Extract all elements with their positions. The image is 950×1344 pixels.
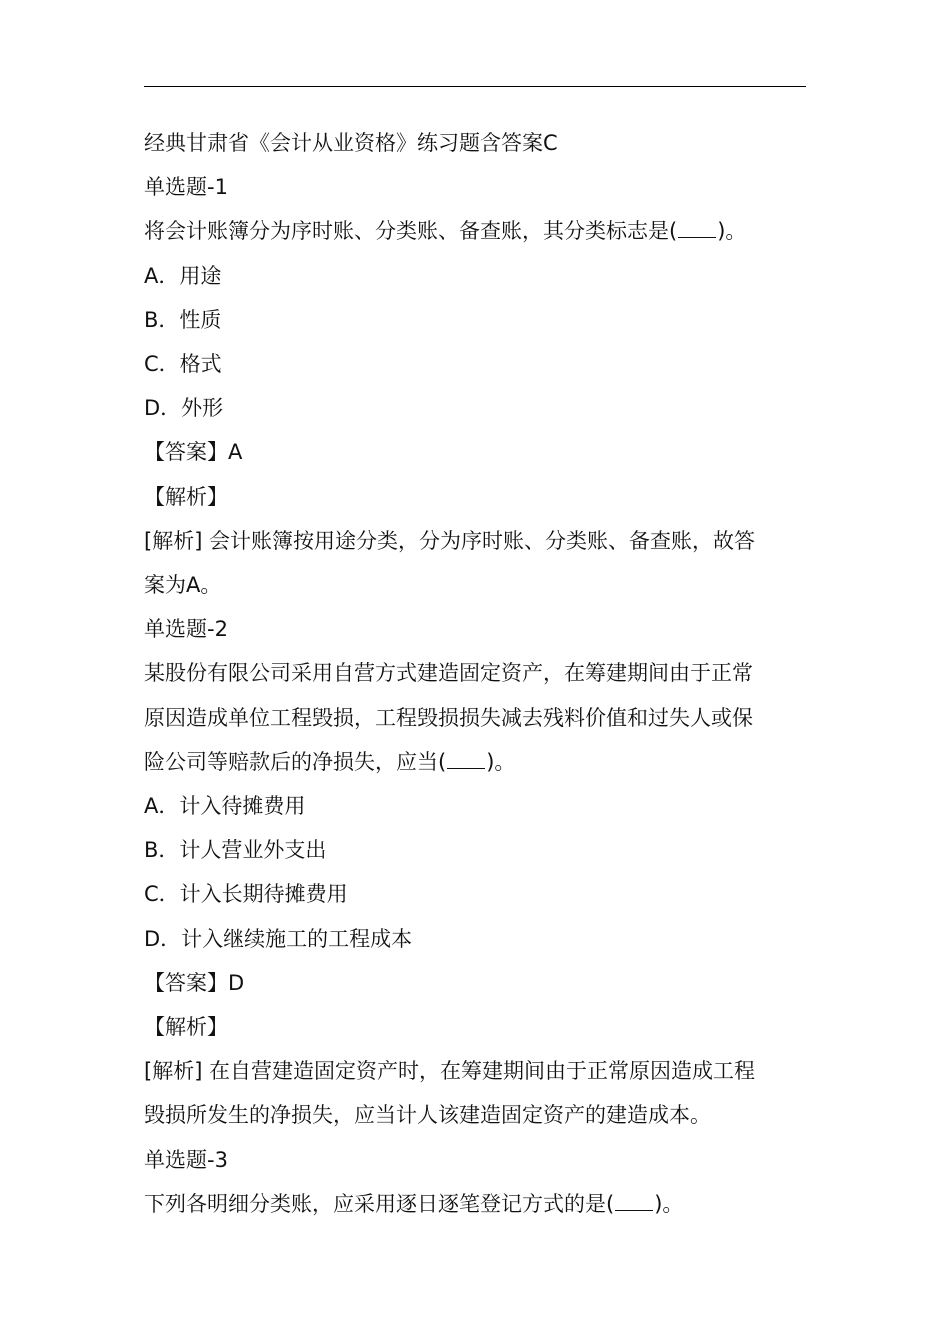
- question-1-heading: 单选题-1: [144, 175, 228, 200]
- question-1-option-d: D．外形: [144, 396, 224, 421]
- question-2-option-b: B．计人营业外支出: [144, 838, 327, 863]
- question-3-heading: 单选题-3: [144, 1147, 228, 1172]
- answer-blank: [615, 1192, 653, 1211]
- question-3-stem: [144, 1182, 810, 1226]
- question-2-option-d: D．计入继续施工的工程成本: [144, 926, 413, 951]
- question-2-analysis-line-1: [解析] 在自营建造固定资产时，在筹建期间由于正常原因造成工程: [144, 1059, 756, 1084]
- document-content: [144, 121, 810, 1226]
- question-2-heading: 单选题-2: [144, 617, 228, 642]
- question-2-stem-line-1: 某股份有限公司采用自营方式建造固定资产，在筹建期间由于正常: [144, 661, 753, 686]
- question-2-stem-after: )。: [486, 749, 516, 774]
- question-2-option-a: A．计入待摊费用: [144, 794, 306, 819]
- question-2-stem-line-3: [144, 740, 810, 784]
- top-rule: [144, 86, 806, 87]
- question-2-answer: 【答案】D: [144, 970, 245, 995]
- question-1-stem-before: 将会计账簿分为序时账、分类账、备查账，其分类标志是(: [144, 219, 678, 244]
- question-1-option-a: A．用途: [144, 263, 222, 288]
- question-3-stem-before: 下列各明细分类账，应采用逐日逐笔登记方式的是(: [144, 1191, 615, 1216]
- answer-blank: [447, 750, 485, 769]
- question-1-answer: 【答案】A: [144, 440, 243, 465]
- question-2-stem-before: 险公司等赔款后的净损失，应当(: [144, 749, 447, 774]
- question-1-option-b: B．性质: [144, 307, 222, 332]
- document-title: 经典甘肃省《会计从业资格》练习题含答案C: [144, 131, 558, 155]
- question-1-analysis-line-2: 案为A。: [144, 573, 222, 598]
- question-1-stem-after: )。: [717, 219, 747, 244]
- question-2-analysis-label: 【解析】: [144, 1015, 228, 1040]
- question-1-option-c: C．格式: [144, 352, 222, 377]
- question-1-analysis-label: 【解析】: [144, 484, 228, 509]
- question-1-analysis-line-1: [解析] 会计账簿按用途分类，分为序时账、分类账、备查账，故答: [144, 528, 756, 553]
- question-1-stem: [144, 209, 810, 253]
- question-2-stem-line-2: 原因造成单位工程毁损，工程毁损损失减去残料价值和过失人或保: [144, 705, 753, 730]
- answer-blank: [678, 219, 716, 238]
- question-3-stem-after: )。: [654, 1191, 684, 1216]
- question-2-option-c: C．计入长期待摊费用: [144, 882, 348, 907]
- question-2-analysis-line-2: 毁损所发生的净损失，应当计人该建造固定资产的建造成本。: [144, 1103, 711, 1128]
